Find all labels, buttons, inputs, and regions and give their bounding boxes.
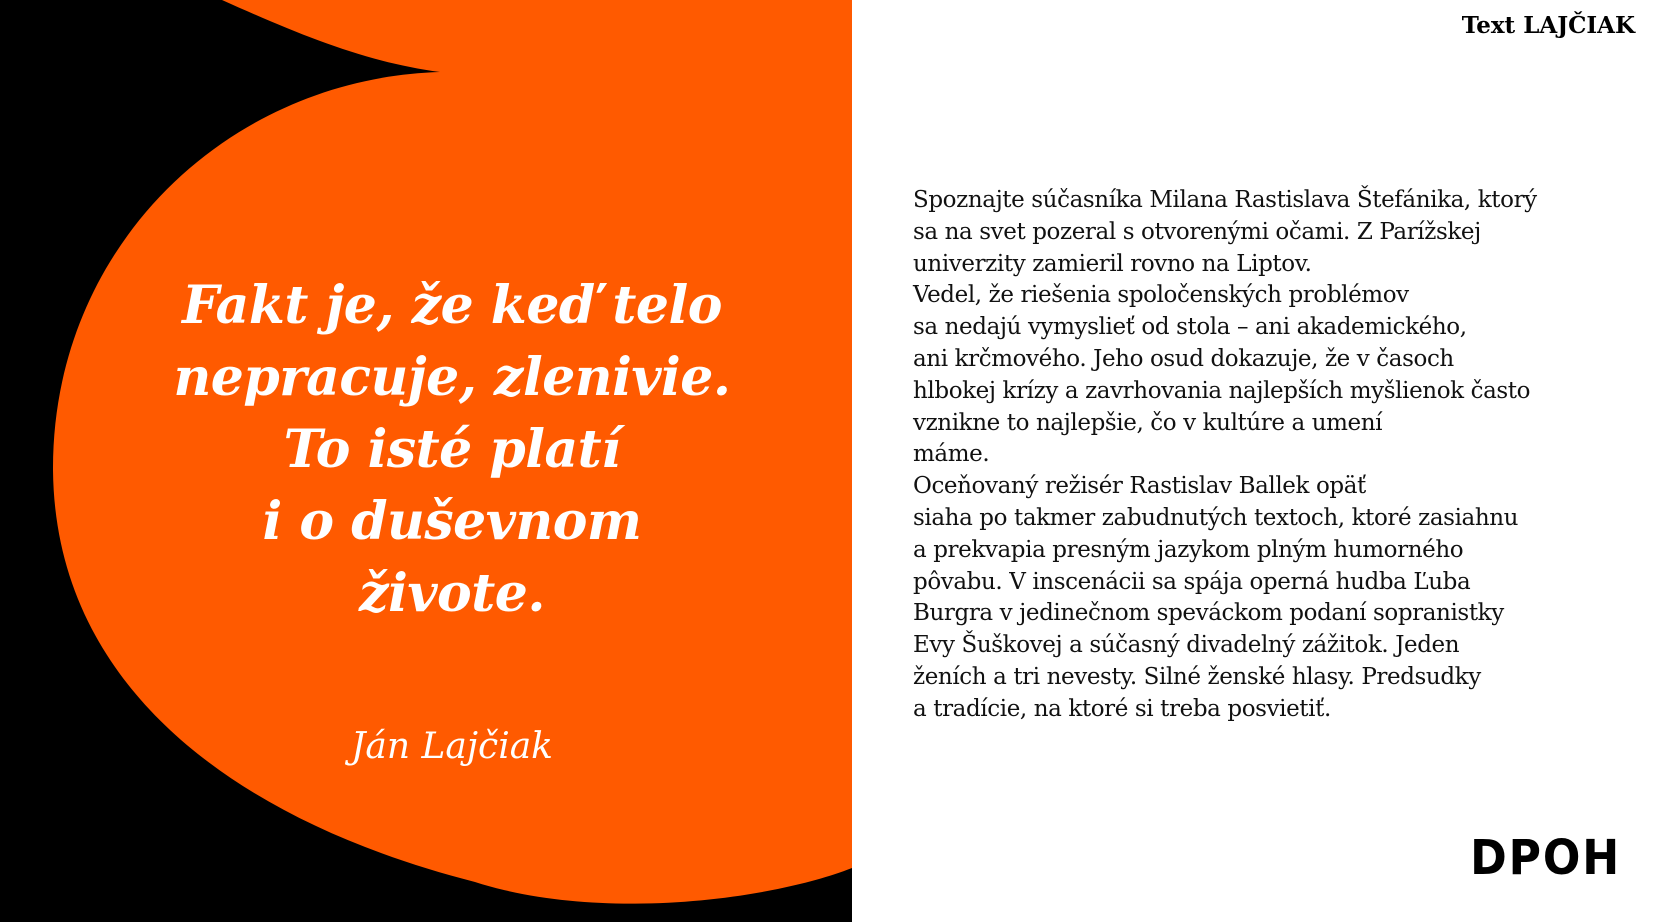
quote-author: Ján Lajčiak [350, 726, 553, 767]
body-line: siaha po takmer zabudnutých textoch, ktoré zasiahnu [913, 504, 1519, 531]
quote-line: i o duševnom [262, 491, 642, 552]
body-line: univerzity zamieril rovno na Liptov. [913, 250, 1312, 277]
body-line: ani krčmového. Jeho osud dokazuje, že v časoch [913, 345, 1454, 372]
quote-text [92, 270, 812, 630]
body-line: máme. [913, 441, 990, 468]
dpoh-logo: DPOH [1470, 830, 1621, 886]
quote-line: živote. [359, 563, 545, 624]
body-line: Evy Šuškovej a súčasný divadelný zážitok. Jeden [913, 632, 1460, 659]
text-credit: Text LAJČIAK [1461, 12, 1635, 39]
body-line: Spoznajte súčasníka Milana Rastislava Štefánika, ktorý [913, 187, 1537, 213]
body-line: ženích a tri nevesty. Silné ženské hlasy. Predsudky [913, 663, 1481, 690]
body-line: Vedel, že riešenia spoločenských problémov [913, 282, 1409, 309]
body-line: sa na svet pozeral s otvorenými očami. Z Parížskej [913, 218, 1481, 245]
body-line: a tradície, na ktoré si treba posvietiť. [913, 695, 1331, 722]
body-line: vznikne to najlepšie, čo v kultúre a umení [913, 409, 1383, 436]
quote-line: nepracuje, zlenivie. [173, 347, 731, 408]
quote-line: Fakt je, že keď telo [182, 275, 722, 336]
body-text [913, 185, 1633, 726]
quote-line: To isté platí [283, 419, 621, 480]
body-line: pôvabu. V inscenácii sa spája operná hudba Ľuba [913, 568, 1471, 595]
body-line: sa nedajú vymyslieť od stola – ani akademického, [913, 314, 1467, 341]
body-line: a prekvapia presným jazykom plným humorného [913, 536, 1464, 563]
body-line: Burgra v jedinečnom speváckom podaní sopranistky [913, 600, 1504, 627]
body-line: hlbokej krízy a zavrhovania najlepších myšlienok často [913, 377, 1531, 404]
body-line: Oceňovaný režisér Rastislav Ballek opäť [913, 473, 1366, 500]
